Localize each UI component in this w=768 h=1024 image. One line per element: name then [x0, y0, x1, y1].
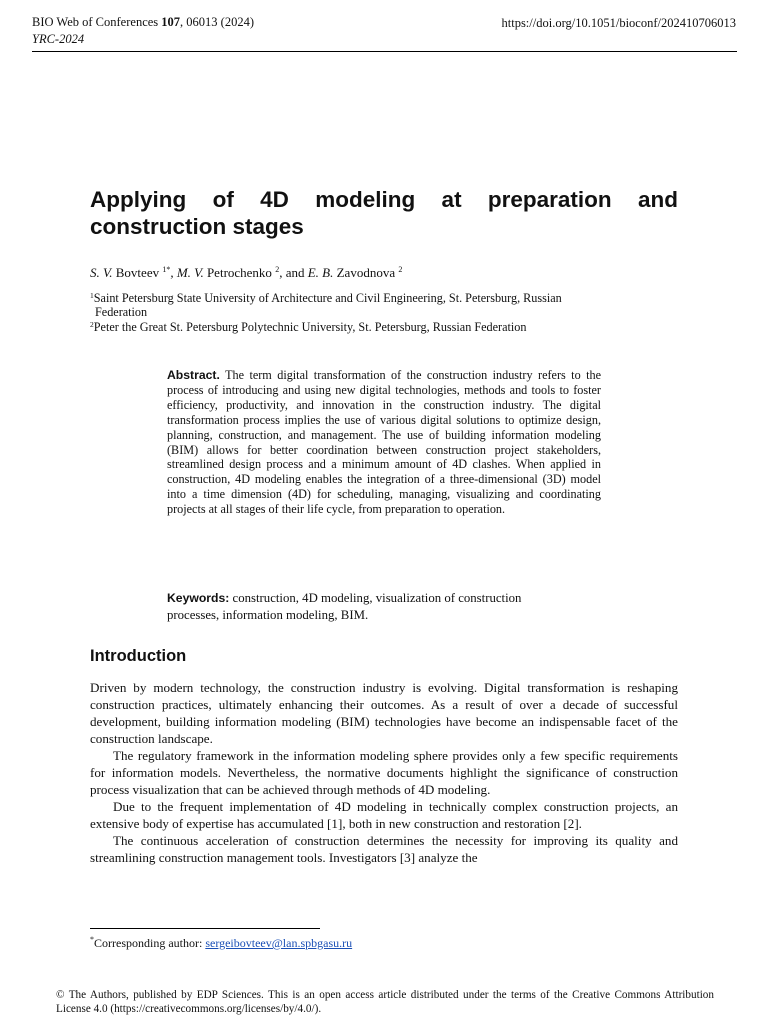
section-heading: Introduction — [90, 647, 187, 665]
title-line-1: Applying of 4D modeling at preparation and — [90, 187, 678, 212]
affiliation-1 — [90, 291, 680, 319]
author-2-affil: 2 — [275, 265, 280, 274]
doi-link[interactable]: https://doi.org/10.1051/bioconf/202410706013 — [501, 16, 736, 30]
author-1-affil: 1* — [162, 265, 171, 274]
author-3-affil: 2 — [398, 265, 403, 274]
author-1-name: Bovteev — [112, 265, 163, 280]
header-divider — [32, 51, 737, 52]
journal-name: BIO Web of Conferences — [32, 15, 159, 29]
journal-volume: 107 — [161, 15, 181, 29]
running-header-left — [32, 14, 254, 48]
introduction-body — [90, 679, 678, 866]
affiliation-number: 2 — [90, 320, 94, 329]
paragraph: Driven by modern technology, the construction industry is evolving. Digital transformation is reshaping construction practices, ultimately enhancing their outcomes. As a result of over a decade of successful development, building information modeling (BIM) technologies have become an indispensable facet of the construction landscape. — [90, 680, 678, 746]
keywords — [167, 590, 547, 624]
author-separator: , — [170, 265, 177, 280]
affiliation-number: 1 — [90, 291, 94, 300]
author-1-initials: S. V. — [90, 265, 113, 280]
footnote-mark: * — [90, 935, 94, 944]
footnote-label: Corresponding author: — [94, 936, 206, 950]
paper-title — [90, 186, 678, 240]
paragraph: The regulatory framework in the information modeling sphere provides only a few specific requirements for information models. Nevertheless, the normative documents highlight the significance of construction process visualization that can be achieved through methods of 4D modeling. — [90, 748, 678, 797]
abstract-text: The term digital transformation of the construction industry refers to the process of introducing and using new digital technologies, methods and tools to foster efficiency, productivity, and innovation in the construction industry. The digital transformation process implies the use of various digital solutions to optimize design, planning, construction, and management. The use of building information modeling (BIM) allows for better coordination between construction project stakeholders, streamlined design process and a minimum amount of 4D clashes. When applied in construction, 4D modeling enables the integration of a three-dimensional (3D) model into a time dimension (4D) for scheduling, managing, visualizing and coordinating projects at all stages of their life cycle, from preparation to operation. — [167, 368, 601, 517]
keywords-label: Keywords: — [167, 591, 230, 605]
conference-name: YRC-2024 — [32, 32, 85, 46]
abstract — [167, 368, 601, 517]
license-notice: © The Authors, published by EDP Sciences. This is an open access article distributed under the terms of the Creative Commons Attribution License 4.0 (https://creativecommons.org/licenses/by/4.0/). — [56, 989, 714, 1015]
title-line-2: construction stages — [90, 214, 304, 239]
footnote-divider — [90, 928, 320, 929]
journal-citation — [32, 14, 254, 31]
author-2-name: Petrochenko — [203, 265, 276, 280]
affiliation-text-cont: Federation — [95, 305, 148, 319]
footnote — [90, 935, 352, 951]
author-3-initials: E. B. — [307, 265, 334, 280]
author-list — [90, 264, 402, 281]
author-2-initials: M. V. — [176, 265, 204, 280]
abstract-label: Abstract. — [167, 368, 220, 382]
author-3-name: Zavodnova — [333, 265, 399, 280]
keywords-text: construction, 4D modeling, visualization of construction processes, information modeling, BIM. — [167, 591, 522, 622]
paragraph: Due to the frequent implementation of 4D modeling in technically complex construction projects, an extensive body of expertise has accumulated [1], both in new construction and restoration [2]. — [90, 799, 678, 831]
article-number-year: , 06013 (2024) — [180, 15, 254, 29]
affiliation-text: Peter the Great St. Petersburg Polytechnic University, St. Petersburg, Russian Federation — [93, 320, 527, 334]
author-separator: , and — [279, 265, 308, 280]
affiliation-text: Saint Petersburg State University of Architecture and Civil Engineering, St. Petersburg, Russian — [93, 291, 562, 305]
affiliation-2 — [90, 320, 680, 334]
paragraph: The continuous acceleration of construction determines the necessity for improving its quality and streamlining construction management tools. Investigators [3] analyze the — [90, 833, 678, 865]
corresponding-email-link[interactable]: sergeibovteev@lan.spbgasu.ru — [205, 936, 353, 950]
